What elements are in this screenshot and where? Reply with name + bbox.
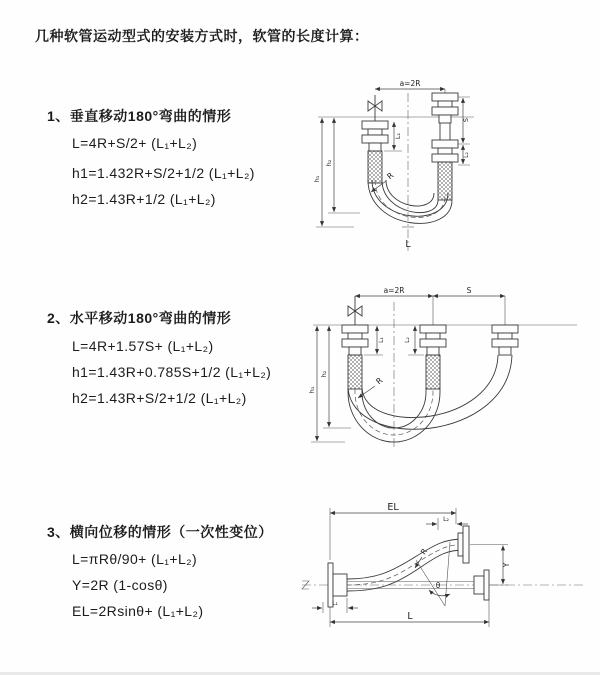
dim-label-a2r: a=2R (383, 286, 405, 295)
left-hose-fitting (362, 121, 388, 183)
valve-icon (348, 296, 362, 325)
section-3-formula-Y: Y=2R (1-cosθ) (72, 577, 168, 593)
dim-label-l2: L₂ (443, 516, 449, 523)
section-2-formula-h2: h2=1.43R+S/2+1/2 (L₁+L₂) (72, 390, 247, 406)
dimension-S-L2 (458, 97, 470, 165)
section-3-formula-EL: EL=2Rsinθ+ (L₁+L₂) (72, 603, 204, 619)
braided-hose-section (368, 151, 382, 183)
section-2-formula-h1: h1=1.43R+0.785S+1/2 (L₁+L₂) (72, 364, 272, 380)
dim-label-s: S (466, 286, 472, 295)
dim-label-l1: L₁ (332, 600, 338, 607)
page-title: 几种软管运动型式的安装方式时，软管的长度计算： (35, 28, 369, 44)
right-hose-fitting-displaced (492, 325, 518, 355)
diagram-horizontal-180-bend (305, 282, 590, 462)
dimension-a2r (375, 79, 445, 89)
diagram-vertical-180-bend (310, 75, 565, 260)
dim-label-el: EL (387, 502, 399, 513)
section-1-formula-h1: h1=1.432R+S/2+1/2 (L₁+L₂) (72, 165, 255, 181)
dimension-a2r-S (355, 286, 505, 296)
left-hose-fitting (342, 325, 368, 389)
diagram-lateral-displacement (298, 500, 598, 648)
section-1-heading: 1、垂直移动180°弯曲的情形 (47, 108, 232, 124)
dim-label-l2: L₂ (463, 152, 470, 158)
right-hose-fitting (432, 89, 458, 200)
braided-hose-section (438, 162, 452, 200)
section-3-heading: 3、横向位移的情形（一次性变位） (47, 524, 273, 540)
dim-label-l1: L₁ (394, 132, 402, 140)
dim-label-l: L (407, 611, 413, 622)
dimension-L2 (426, 516, 468, 530)
middle-hose-fitting (420, 325, 446, 389)
dim-label-a2r: a=2R (399, 79, 421, 88)
dim-label-h1: h₁ (313, 175, 321, 183)
section-3-formula-L: L=πRθ/90+ (L₁+L₂) (72, 551, 198, 567)
dimension-L (330, 600, 489, 627)
dim-label-l1: L₁ (378, 337, 385, 343)
section-2-formula-L: L=4R+1.57S+ (L₁+L₂) (72, 338, 214, 354)
section-1-formula-L: L=4R+S/2+ (L₁+L₂) (72, 135, 198, 151)
dim-label-y: Y (502, 562, 511, 568)
dim-label-s: S (462, 117, 470, 123)
radius-label: R (374, 375, 385, 387)
dim-label-h2: h₂ (320, 370, 328, 378)
s-curve-hose (347, 539, 464, 591)
dim-label-h1: h₁ (308, 386, 316, 394)
dim-label-l2: L₂ (404, 337, 411, 343)
length-label: L (405, 239, 411, 250)
section-1-formula-h2: h2=1.43R+1/2 (L₁+L₂) (72, 191, 216, 207)
radius-label: R (385, 170, 396, 182)
dim-label-h2: h₂ (325, 159, 333, 167)
dimension-L1 (312, 598, 358, 613)
angle-label: θ (435, 581, 441, 590)
section-2-heading: 2、水平移动180°弯曲的情形 (47, 310, 232, 326)
radius-label: R (418, 546, 430, 557)
top-right-flange (458, 526, 469, 563)
dimension-h1-h2 (313, 118, 360, 227)
